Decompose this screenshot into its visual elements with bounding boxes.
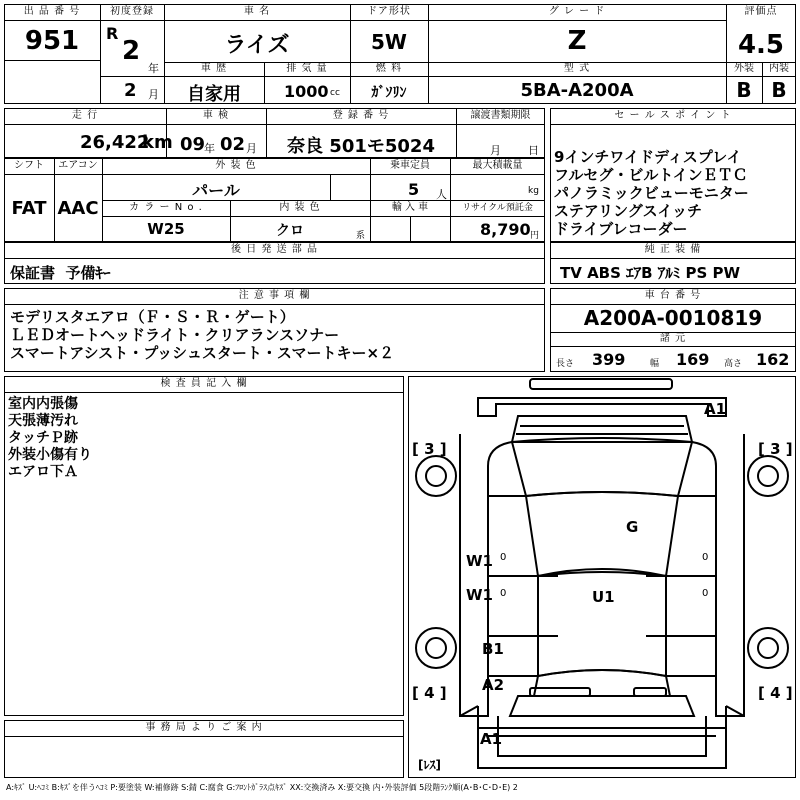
car-outline <box>408 376 796 778</box>
mark-w1-b: W1 <box>466 586 493 604</box>
reg-month: 2 <box>124 80 137 101</box>
history: 自家用 <box>187 84 241 105</box>
sales-point-item: ドライブレコーダー <box>554 220 688 238</box>
year-unit: 年 <box>148 62 159 75</box>
era: R <box>106 24 119 43</box>
mileage-label: 走 行 <box>71 110 99 121</box>
first-reg-label: 初度登録 <box>110 6 154 17</box>
door-label: ドア形状 <box>367 6 411 17</box>
month-unit: 月 <box>148 88 159 101</box>
max-load-label: 最大積載量 <box>472 160 523 171</box>
reg-no: 奈良 501モ5024 <box>287 136 435 157</box>
equipment-value: TV ABS ｴｱB ｱﾙﾐ PS PW <box>560 264 741 282</box>
insp-year: 09 <box>180 134 206 155</box>
length-label: 長さ <box>556 359 575 369</box>
mark-a1-top: A1 <box>704 400 727 418</box>
lot-no: 951 <box>24 26 80 56</box>
inspector-line: タッチＰ跡 <box>8 430 78 446</box>
transfer-day: 日 <box>528 144 539 157</box>
fuel-label: 燃 料 <box>375 63 403 74</box>
displacement: 1000 <box>284 82 329 101</box>
tire-rl: [ 4 ] <box>412 684 447 702</box>
shift-label: シフト <box>14 160 44 171</box>
reg-year: 2 <box>122 36 141 66</box>
mark-b1: B1 <box>482 640 504 658</box>
displacement-unit: cc <box>330 88 340 98</box>
ext-color: パール <box>192 181 240 200</box>
inspector-notes <box>8 396 398 481</box>
ac: AAC <box>57 198 99 219</box>
int-label: 内装 <box>769 63 789 74</box>
int-color: クロ <box>276 223 304 239</box>
insp-year-unit: 年 <box>204 142 215 155</box>
max-load-unit: kg <box>528 186 539 196</box>
chassis-number: A200A-0010819 <box>583 306 763 330</box>
int-color-label: 内 装 色 <box>279 202 321 213</box>
model-label: 型 式 <box>563 63 591 74</box>
shift: FAT <box>11 198 47 219</box>
legend: A:ｷｽﾞ U:ﾍｺﾐ B:ｷｽﾞを伴うﾍｺﾐ P:要塗装 W:補修跡 S:錆 C:腐食 G:ﾌﾛﾝﾄｶﾞﾗｽ点ｷｽﾞ XX:交換済み X:要交換 内･外装評価 5段階ﾗﾝｸ順(A･B･C･D･E) 2 <box>6 783 518 792</box>
width: 169 <box>676 350 710 369</box>
import-label: 輸 入 車 <box>391 202 429 213</box>
fuel: ｶﾞｿﾘﾝ <box>371 85 407 101</box>
equipment-label: 純 正 装 備 <box>644 244 702 255</box>
notes-list <box>10 308 540 362</box>
dims-label: 諸 元 <box>659 333 687 344</box>
inspector-line: 天張薄汚れ <box>8 413 78 429</box>
length: 399 <box>592 350 626 369</box>
zero-mark: 0 <box>500 588 507 599</box>
score: 4.5 <box>737 30 785 60</box>
note-line: モデリスタエアロ（Ｆ・Ｓ・Ｒ・ゲート） <box>10 308 295 326</box>
model: 5BA-A200A <box>520 80 634 101</box>
sales-point-item: パノラミックビューモニター <box>554 184 749 202</box>
chassis-label: 車 台 番 号 <box>644 290 702 301</box>
width-label: 幅 <box>650 359 660 369</box>
mileage: 26,422 <box>80 132 150 153</box>
spare-tire: [ﾚｽ] <box>418 758 441 772</box>
insp-month: 02 <box>220 134 246 155</box>
transfer-label: 譲渡書類期限 <box>470 110 531 121</box>
sales-point-item: ステアリングスイッチ <box>554 202 703 220</box>
tire-fl: [ 3 ] <box>412 440 447 458</box>
ac-label: エアコン <box>58 160 98 171</box>
color-no-label: カ ラ ー N o . <box>129 202 203 213</box>
inspector-line: 室内内張傷 <box>8 396 78 412</box>
car-name: ライズ <box>224 33 290 58</box>
capacity-unit: 人 <box>436 188 447 201</box>
zero-mark: 0 <box>500 552 507 563</box>
ext-grade: B <box>736 78 752 102</box>
mark-a1-bottom: A1 <box>480 730 503 748</box>
mark-w1-a: W1 <box>466 552 493 570</box>
office-label: 事 務 局 よ り ご 案 内 <box>145 722 263 733</box>
tire-fr: [ 3 ] <box>758 440 793 458</box>
door-type: 5W <box>371 30 407 54</box>
mark-u1: U1 <box>592 588 615 606</box>
later-parts-value: 保証書 予備ｷｰ <box>10 264 111 282</box>
car-name-label: 車 名 <box>243 6 271 17</box>
mileage-unit: km <box>142 132 173 153</box>
note-line: スマートアシスト・プッシュスタート・スマートキー×２ <box>10 344 395 362</box>
displacement-label: 排 気 量 <box>286 63 328 74</box>
int-grade: B <box>771 78 787 102</box>
grade-label: グ レ ー ド <box>548 6 606 17</box>
inspector-line: エアロ下Ａ <box>8 464 78 480</box>
inspector-label: 検 査 員 記 入 欄 <box>160 378 248 389</box>
insp-month-unit: 月 <box>246 142 257 155</box>
notes-label: 注 意 事 項 欄 <box>238 290 311 301</box>
tire-rr: [ 4 ] <box>758 684 793 702</box>
mark-a2: A2 <box>482 676 505 694</box>
zero-mark: 0 <box>702 588 709 599</box>
reg-no-label: 登 録 番 号 <box>332 110 390 121</box>
later-parts-label: 後 日 発 送 部 品 <box>231 244 318 255</box>
sales-points-list <box>554 148 794 238</box>
transfer-month: 月 <box>490 144 501 157</box>
capacity: 5 <box>408 180 420 199</box>
sales-points-label: セ ー ル ス ポ イ ン ト <box>614 110 732 121</box>
zero-mark: 0 <box>702 552 709 563</box>
sales-point-item: 9インチワイドディスプレイ <box>554 148 742 166</box>
ext-color-label: 外 装 色 <box>215 160 257 171</box>
capacity-label: 乗車定員 <box>390 160 430 171</box>
mark-g: G <box>626 518 639 536</box>
sales-point-item: フルセグ・ビルトインＥＴＣ <box>554 166 748 184</box>
ext-label: 外装 <box>734 63 754 74</box>
int-color-unit: 系 <box>356 231 366 241</box>
inspection-label: 車 検 <box>202 110 230 121</box>
lot-no-label: 出 品 番 号 <box>23 6 81 17</box>
history-label: 車 歴 <box>200 63 228 74</box>
note-line: ＬＥＤオートヘッドライト・クリアランスソナー <box>10 326 340 344</box>
score-label: 評価点 <box>744 6 778 17</box>
color-no: W25 <box>147 220 185 238</box>
recycle: 8,790 <box>480 220 531 239</box>
height: 162 <box>756 350 790 369</box>
recycle-label: リサイクル預託金 <box>462 203 533 213</box>
inspector-line: 外装小傷有り <box>8 447 92 463</box>
height-label: 高さ <box>724 359 743 369</box>
grade: Z <box>567 26 587 56</box>
recycle-unit: 円 <box>530 231 540 241</box>
